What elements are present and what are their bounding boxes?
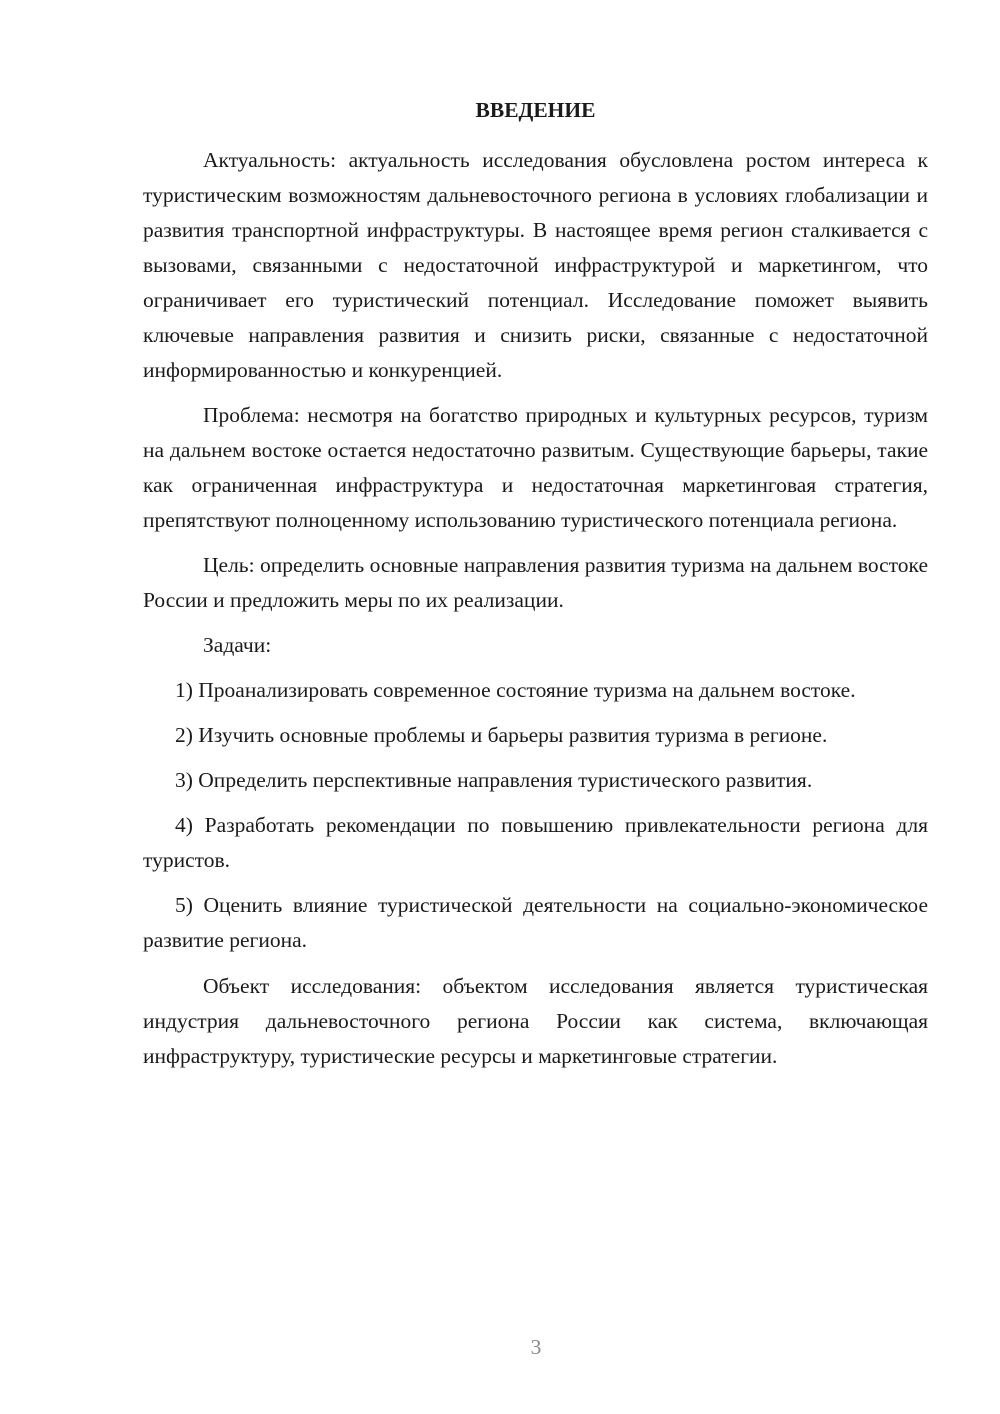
section-heading: ВВЕДЕНИЕ: [475, 98, 596, 122]
page-number: 3: [530, 1335, 542, 1359]
task-item: 2) Изучить основные проблемы и барьеры развития туризма в регионе.: [175, 723, 828, 747]
paragraph-problem: Проблема: несмотря на богатство природных и культурных ресурсов, туризм на дальнем востоке остается недостаточно развитым. Существующие барьеры, такие как ограниченная инфраструктура и недостаточная маркетинговая стратегия, препятствуют полноценному использованию туристического потенциала региона.: [143, 403, 928, 532]
task-item: 4) Разработать рекомендации по повышению привлекательности региона для туристов.: [143, 813, 928, 872]
paragraph-goal: Цель: определить основные направления развития туризма на дальнем востоке России и предложить меры по их реализации.: [143, 553, 928, 612]
page-content: [143, 93, 928, 1074]
paragraph-relevance: Актуальность: актуальность исследования обусловлена ростом интереса к туристическим возможностям дальневосточного региона в условиях глобализации и развития транспортной инфраструктуры. В настоящее время регион сталкивается с вызовами, связанными с недостаточной инфраструктурой и маркетингом, что ограничивает его туристический потенциал. Исследование поможет выявить ключевые направления развития и снизить риски, связанные с недостаточной информированностью и конкуренцией.: [143, 148, 928, 382]
task-item: 3) Определить перспективные направления туристического развития.: [175, 768, 813, 792]
paragraph-object: Объект исследования: объектом исследования является туристическая индустрия дальневосточного региона России как система, включающая инфраструктуру, туристические ресурсы и маркетинговые стратегии.: [143, 974, 928, 1068]
tasks-label: Задачи:: [203, 633, 272, 657]
tasks-list: [143, 673, 928, 958]
task-item: 1) Проанализировать современное состояние туризма на дальнем востоке.: [175, 678, 856, 702]
task-item: 5) Оценить влияние туристической деятельности на социально-экономическое развитие региона.: [143, 893, 928, 952]
